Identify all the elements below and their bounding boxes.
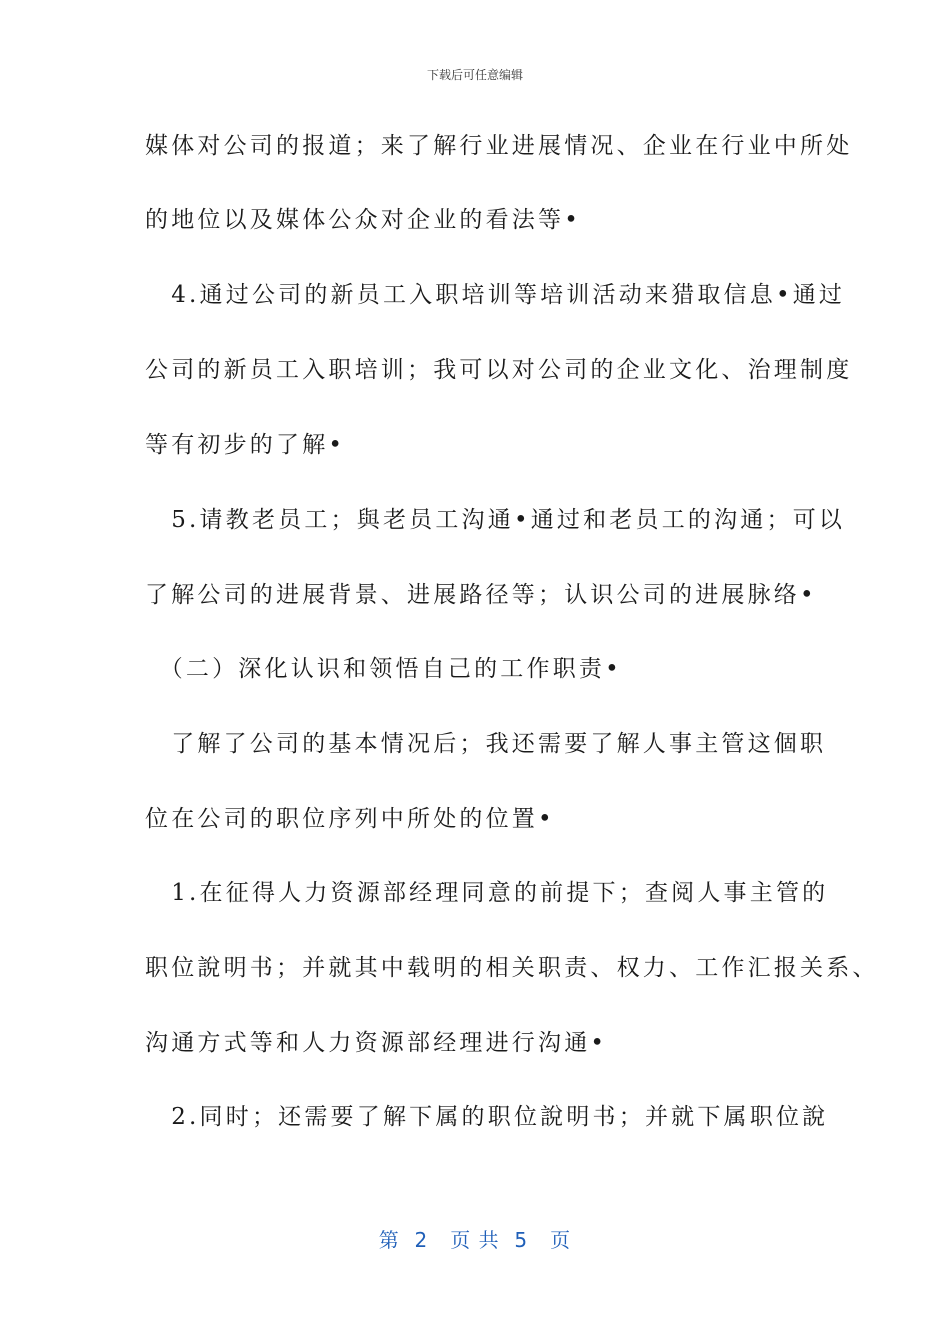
page-number-footer: 第 2 页 共 5 页 [378, 1228, 572, 1252]
body-line: 1.在征得人力资源部经理同意的前提下；查阅人事主管的 [145, 880, 829, 906]
body-line: 位在公司的职位序列中所处的位置• [145, 806, 555, 832]
body-line: 了解了公司的基本情况后；我还需要了解人事主管这個职 [145, 731, 827, 757]
body-line: 的地位以及媒体公众对企业的看法等• [145, 207, 581, 233]
body-line: 等有初步的了解• [145, 432, 346, 458]
body-line: 沟通方式等和人力资源部经理进行沟通• [145, 1030, 608, 1056]
body-line: 媒体对公司的报道；来了解行业进展情况、企业在行业中所处 [145, 133, 853, 159]
body-line: 4.通过公司的新员工入职培训等培训活动来猎取信息•通过 [145, 282, 846, 308]
body-line: 公司的新员工入职培训；我可以对公司的企业文化、治理制度 [145, 357, 853, 383]
section-heading: （二）深化认识和领悟自己的工作职责• [145, 656, 622, 682]
body-line: 了解公司的进展背景、进展路径等；认识公司的进展脉络• [145, 582, 817, 608]
body-line: 2.同时；还需要了解下属的职位說明书；并就下属职位說 [145, 1104, 829, 1130]
body-line: 职位說明书；并就其中载明的相关职责、权力、工作汇报关系、 [145, 955, 879, 981]
page-header: 下载后可任意编辑 [426, 68, 523, 82]
body-line: 5.请教老员工；與老员工沟通•通过和老员工的沟通；可以 [145, 507, 846, 533]
